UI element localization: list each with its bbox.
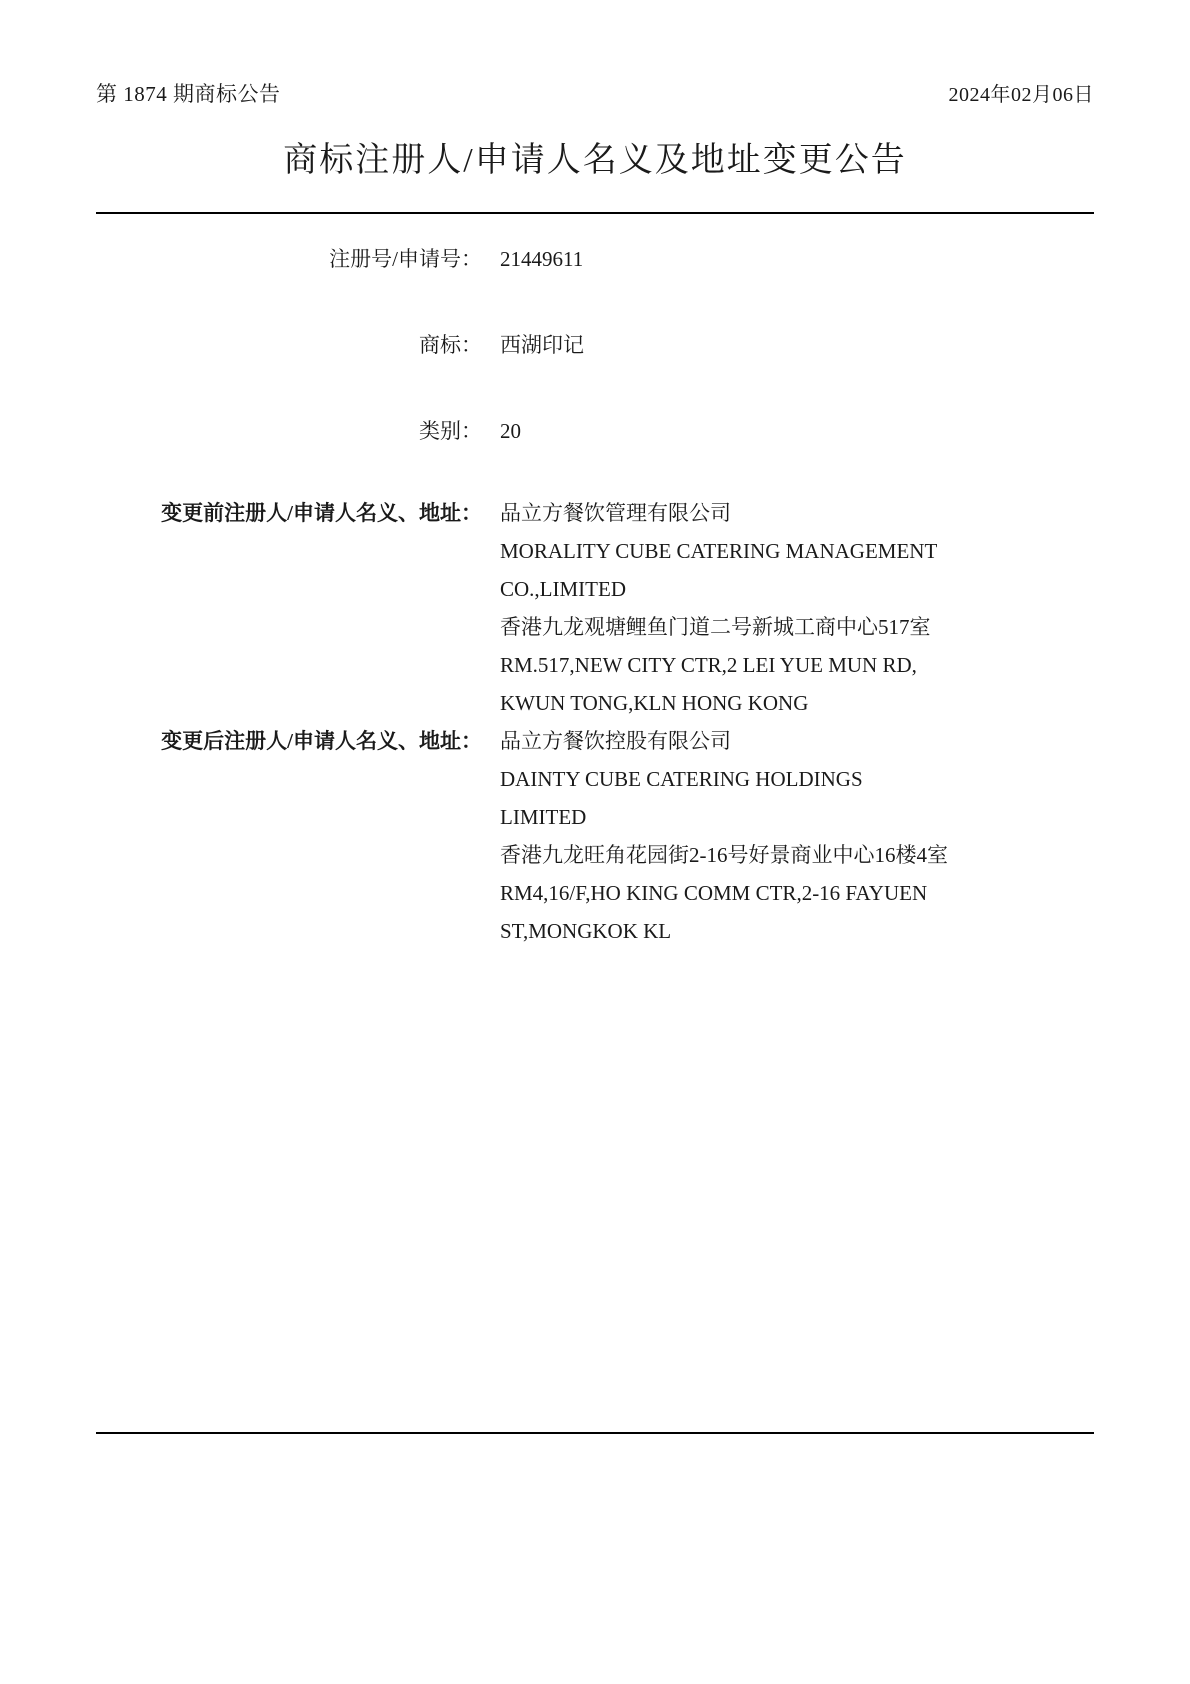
field-trademark <box>96 326 1094 364</box>
after-line: LIMITED <box>500 805 587 829</box>
after-line: DAINTY CUBE CATERING HOLDINGS <box>500 767 863 791</box>
spacer <box>96 450 1094 494</box>
trademark-label: 商标： <box>419 333 482 357</box>
registration-number-label: 注册号/申请号： <box>329 247 482 271</box>
class-value: 20 <box>500 419 521 443</box>
before-line: 香港九龙观塘鲤鱼门道二号新城工商中心517室 <box>500 615 931 639</box>
class-label: 类别： <box>419 419 482 443</box>
before-line: KWUN TONG,KLN HONG KONG <box>500 691 809 715</box>
after-change-value <box>500 722 1094 950</box>
trademark-value: 西湖印记 <box>500 333 584 357</box>
after-line: ST,MONGKOK KL <box>500 919 672 943</box>
record-fields <box>96 240 1094 950</box>
field-class <box>96 412 1094 450</box>
page-title: 商标注册人/申请人名义及地址变更公告 <box>283 142 907 179</box>
field-registration-number <box>96 240 1094 278</box>
issue-number: 第 1874 期商标公告 <box>96 82 281 106</box>
before-line: MORALITY CUBE CATERING MANAGEMENT <box>500 539 938 563</box>
after-line: RM4,16/F,HO KING COMM CTR,2-16 FAYUEN <box>500 881 928 905</box>
after-change-label: 变更后注册人/申请人名义、地址： <box>161 729 482 753</box>
registration-number-value: 21449611 <box>500 247 584 271</box>
publication-date: 2024年02月06日 <box>948 84 1094 106</box>
before-line: 品立方餐饮管理有限公司 <box>500 501 731 525</box>
before-line: CO.,LIMITED <box>500 577 626 601</box>
field-after-change <box>96 722 1094 950</box>
before-line: RM.517,NEW CITY CTR,2 LEI YUE MUN RD, <box>500 653 917 677</box>
before-change-value <box>500 494 1094 722</box>
field-before-change <box>96 494 1094 722</box>
spacer <box>96 364 1094 412</box>
after-line: 品立方餐饮控股有限公司 <box>500 729 731 753</box>
after-line: 香港九龙旺角花园街2-16号好景商业中心16楼4室 <box>500 843 948 867</box>
spacer <box>96 278 1094 326</box>
page-header <box>96 78 1094 108</box>
divider-bottom <box>96 1432 1094 1434</box>
before-change-label: 变更前注册人/申请人名义、地址： <box>161 501 482 525</box>
divider-top <box>96 212 1094 214</box>
